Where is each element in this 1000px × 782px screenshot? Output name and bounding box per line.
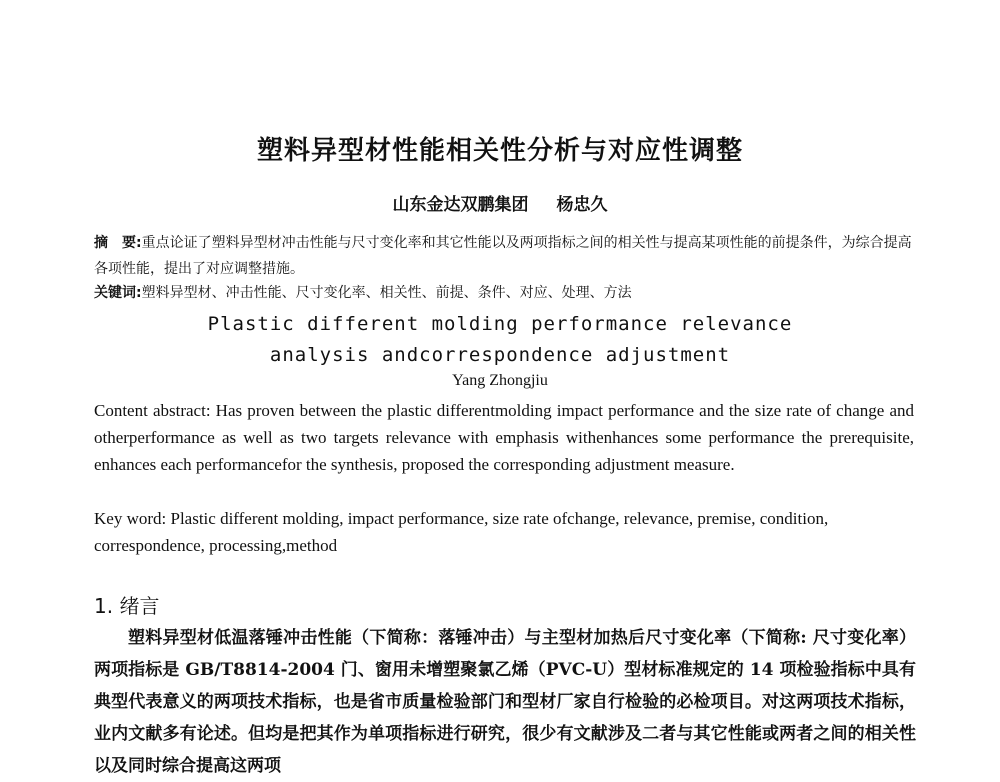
chinese-keywords [94,282,914,304]
section-body-paragraph: 塑料异型材低温落锤冲击性能（下简称：落锤冲击）与主型材加热后尺寸变化率（下简称: 尺寸变化率）两项指标是 GB/T8814-2004 门、窗用未增塑聚氯乙烯（PVC-U）型材标准规定的 14 项检验指标中具有典型代表意义的两项技术指标，也是省市质量检验部门和型材厂家自行检验的必检项目。对这两项技术指标，业内文献多有论述。但均是把其作为单项指标进行研究，很少有文献涉及二者与其它性能或两者之间的相关性以及同时综合提高这两项 [94,628,916,776]
abstract-label-cn: 摘 要: [94,235,142,251]
english-title-line-1: Plastic different molding performance relevance [207,313,793,335]
english-title-line-2: analysis andcorrespondence adjustment [269,344,731,366]
author-organization: 山东金达双鹏集团 [392,195,529,215]
english-keywords: Key word: Plastic different molding, impact performance, size rate ofchange, relevance, premise, condition, correspondence, processing,method [94,509,829,555]
author-name-cn: 杨忠久 [556,195,608,215]
english-title [0,309,1000,371]
english-author: Yang Zhongjiu [452,372,548,389]
keywords-text-cn: 塑料异型材、冲击性能、尺寸变化率、相关性、前提、条件、对应、处理、方法 [141,285,632,301]
chinese-author-line [0,190,1000,215]
chinese-abstract [94,230,914,282]
abstract-text-cn: 重点论证了塑料异型材冲击性能与尺寸变化率和其它性能以及两项指标之间的相关性与提高某项性能的前提条件，为综合提高各项性能，提出了对应调整措施。 [94,235,912,277]
chinese-title: 塑料异型材性能相关性分析与对应性调整 [256,136,743,166]
english-abstract: Content abstract: Has proven between the plastic differentmolding impact performance and the size rate of change and otherperformance as well as two targets relevance with emphasis withenhances some performance the prerequisite, enhances each performancefor the synthesis, proposed the corresponding adjustment measure. [94,401,914,474]
section-heading: 1. 绪言 [94,594,160,618]
keywords-label-cn: 关键词: [94,285,142,301]
